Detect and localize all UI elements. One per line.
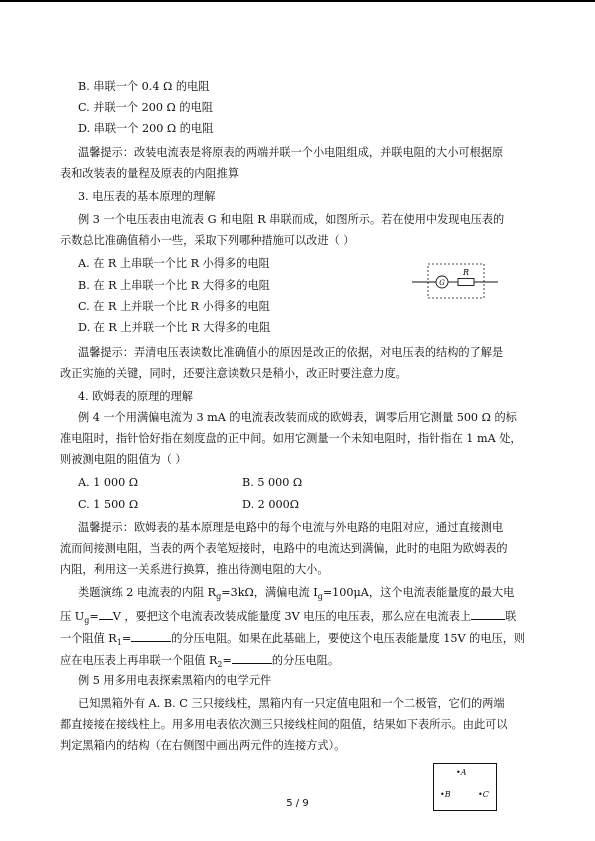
- section-heading-4: 4. 欧姆表的原理的理解: [78, 390, 193, 403]
- practice-2-line-1: [78, 585, 514, 605]
- tip-paragraph-2: 温馨提示：弄清电压表读数比准确值小的原因是改正的依据，对电压表的结构的了解是: [78, 346, 504, 359]
- voltmeter-circuit-diagram: [412, 262, 498, 302]
- practice-2-sub-1: 1: [116, 638, 122, 648]
- practice-2-text-e: 联: [505, 610, 517, 623]
- resistor-icon: [458, 279, 474, 286]
- practice-2-text-g: 的分压电阻。: [271, 654, 340, 667]
- example-3-question: 例 3 一个电压表由电流表 G 和电阻 R 串联而成，如图所示。若在使用中发现电压表的: [78, 213, 505, 226]
- practice-2-line-2: [60, 607, 516, 629]
- practice-2-text-c: =100μA，这个电流表能量度的最大电: [322, 586, 515, 599]
- practice-2-text-f: 的分压电阻。如果在此基础上，要使这个电压表能量度 15V 的电压，则: [171, 632, 526, 645]
- practice-2-equals-2: =: [121, 632, 132, 645]
- practice-2-r2-label: 应在电压表上再串联一个阻值 R: [60, 654, 218, 667]
- terminal-b: •B: [440, 790, 451, 799]
- tip-paragraph-3-end: 内阻，利用这一关系进行换算，推出待测电阻的大小。: [60, 563, 329, 576]
- practice-2-line-3: [60, 629, 525, 651]
- tip-paragraph-3: 温馨提示：欧姆表的基本原理是电路中的每个电流与外电路的电阻对应，通过直接测电: [78, 521, 504, 534]
- tip-paragraph-2-cont: 改正实施的关键，同时，还要注意读数只是稍小，改正时要注意力度。: [60, 367, 407, 380]
- answer-blank-r2[interactable]: [232, 651, 272, 664]
- example-4-question: 例 4 一个用满偏电流为 3 mA 的电流表改装而成的欧姆表，调零后用它测量 500 Ω 的标: [78, 411, 517, 424]
- practice-2-sub-g3: g: [84, 616, 90, 626]
- answer-blank-r1[interactable]: [131, 629, 171, 642]
- example-3-option-d: D. 在 R 上并联一个比 R 大得多的电阻: [78, 321, 271, 334]
- example-4-option-a: A. 1 000 Ω: [78, 476, 139, 489]
- terminal-a: •A: [456, 768, 467, 777]
- practice-2-equals-3: =: [222, 654, 232, 667]
- example-4-option-c: C. 1 500 Ω: [78, 498, 139, 511]
- answer-blank-voltage[interactable]: [99, 607, 113, 620]
- option-d-series-resistor: D. 串联一个 200 Ω 的电阻: [78, 122, 214, 135]
- example-4-question-end: 则被测电阻的阻值为（ ）: [60, 453, 187, 466]
- section-heading-3: 3. 电压表的基本原理的理解: [78, 190, 216, 203]
- practice-2-text-a: 类题演练 2 电流表的内阻 R: [78, 586, 217, 599]
- galvanometer-label: G: [439, 279, 445, 287]
- tip-paragraph-1: 温馨提示：改装电流表是将原表的两端并联一个小电阻组成，并联电阻的大小可根据原: [78, 146, 504, 159]
- example-3-option-b: B. 在 R 上串联一个比 R 大得多的电阻: [78, 279, 270, 292]
- practice-2-sub-2: 2: [217, 660, 223, 670]
- example-5-question: 已知黑箱外有 A. B. C 三只接线柱，黑箱内有一只定值电阻和一个二极管，它们的两端: [78, 697, 505, 710]
- example-3-question-cont: 示数总比准确值稍小一些，采取下列哪种措施可以改进（ ）: [60, 234, 355, 247]
- practice-2-equals: =: [89, 610, 99, 623]
- terminal-c: •C: [478, 790, 489, 799]
- practice-2-sub-g2: g: [317, 592, 323, 602]
- tip-paragraph-3-cont: 流而间接测电阻，当表的两个表笔短接时，电路中的电流达到满偏，此时的电阻为欧姆表的: [60, 542, 508, 555]
- example-5-heading: 例 5 用多用电表探索黑箱内的电学元件: [78, 674, 272, 687]
- example-3-option-c: C. 在 R 上并联一个比 R 小得多的电阻: [78, 300, 270, 313]
- example-3-option-a: A. 在 R 上串联一个比 R 小得多的电阻: [78, 257, 270, 270]
- resistor-label: R: [462, 268, 470, 277]
- example-5-question-cont: 都直接接在接线柱上。用多用电表依次测三只接线柱间的阻值，结果如下表所示。由此可以: [60, 718, 508, 731]
- practice-2-voltage-label: 压 U: [60, 610, 85, 623]
- example-4-question-cont: 准电阻时，指针恰好指在刻度盘的正中间。如用它测量一个未知电阻时，指针指在 1 mA 处，: [60, 432, 522, 445]
- practice-2-r1-label: 一个阻值 R: [60, 632, 117, 645]
- black-box-diagram: [433, 763, 497, 811]
- practice-2-sub-g1: g: [216, 592, 222, 602]
- tip-paragraph-1-cont: 表和改装表的量程及原表的内阻推算: [60, 167, 240, 180]
- example-4-option-b: B. 5 000 Ω: [242, 476, 303, 489]
- answer-blank-connection[interactable]: [471, 607, 505, 620]
- option-c-parallel-resistor: C. 并联一个 200 Ω 的电阻: [78, 101, 213, 114]
- example-4-option-d: D. 2 000Ω: [242, 498, 299, 511]
- practice-2-text-b: =3kΩ，满偏电流 I: [221, 586, 318, 599]
- practice-2-line-4: [60, 651, 339, 673]
- practice-2-text-d: V ，要把这个电流表改装成能量度 3V 电压的电压表，那么应在电流表上: [112, 610, 472, 623]
- header-rule: [0, 0, 595, 2]
- option-b-series-resistor: B. 串联一个 0.4 Ω 的电阻: [78, 80, 210, 93]
- example-5-question-end: 判定黑箱内的结构（在右侧图中画出两元件的连接方式）。: [60, 739, 346, 752]
- page-number: 5 / 9: [286, 798, 309, 809]
